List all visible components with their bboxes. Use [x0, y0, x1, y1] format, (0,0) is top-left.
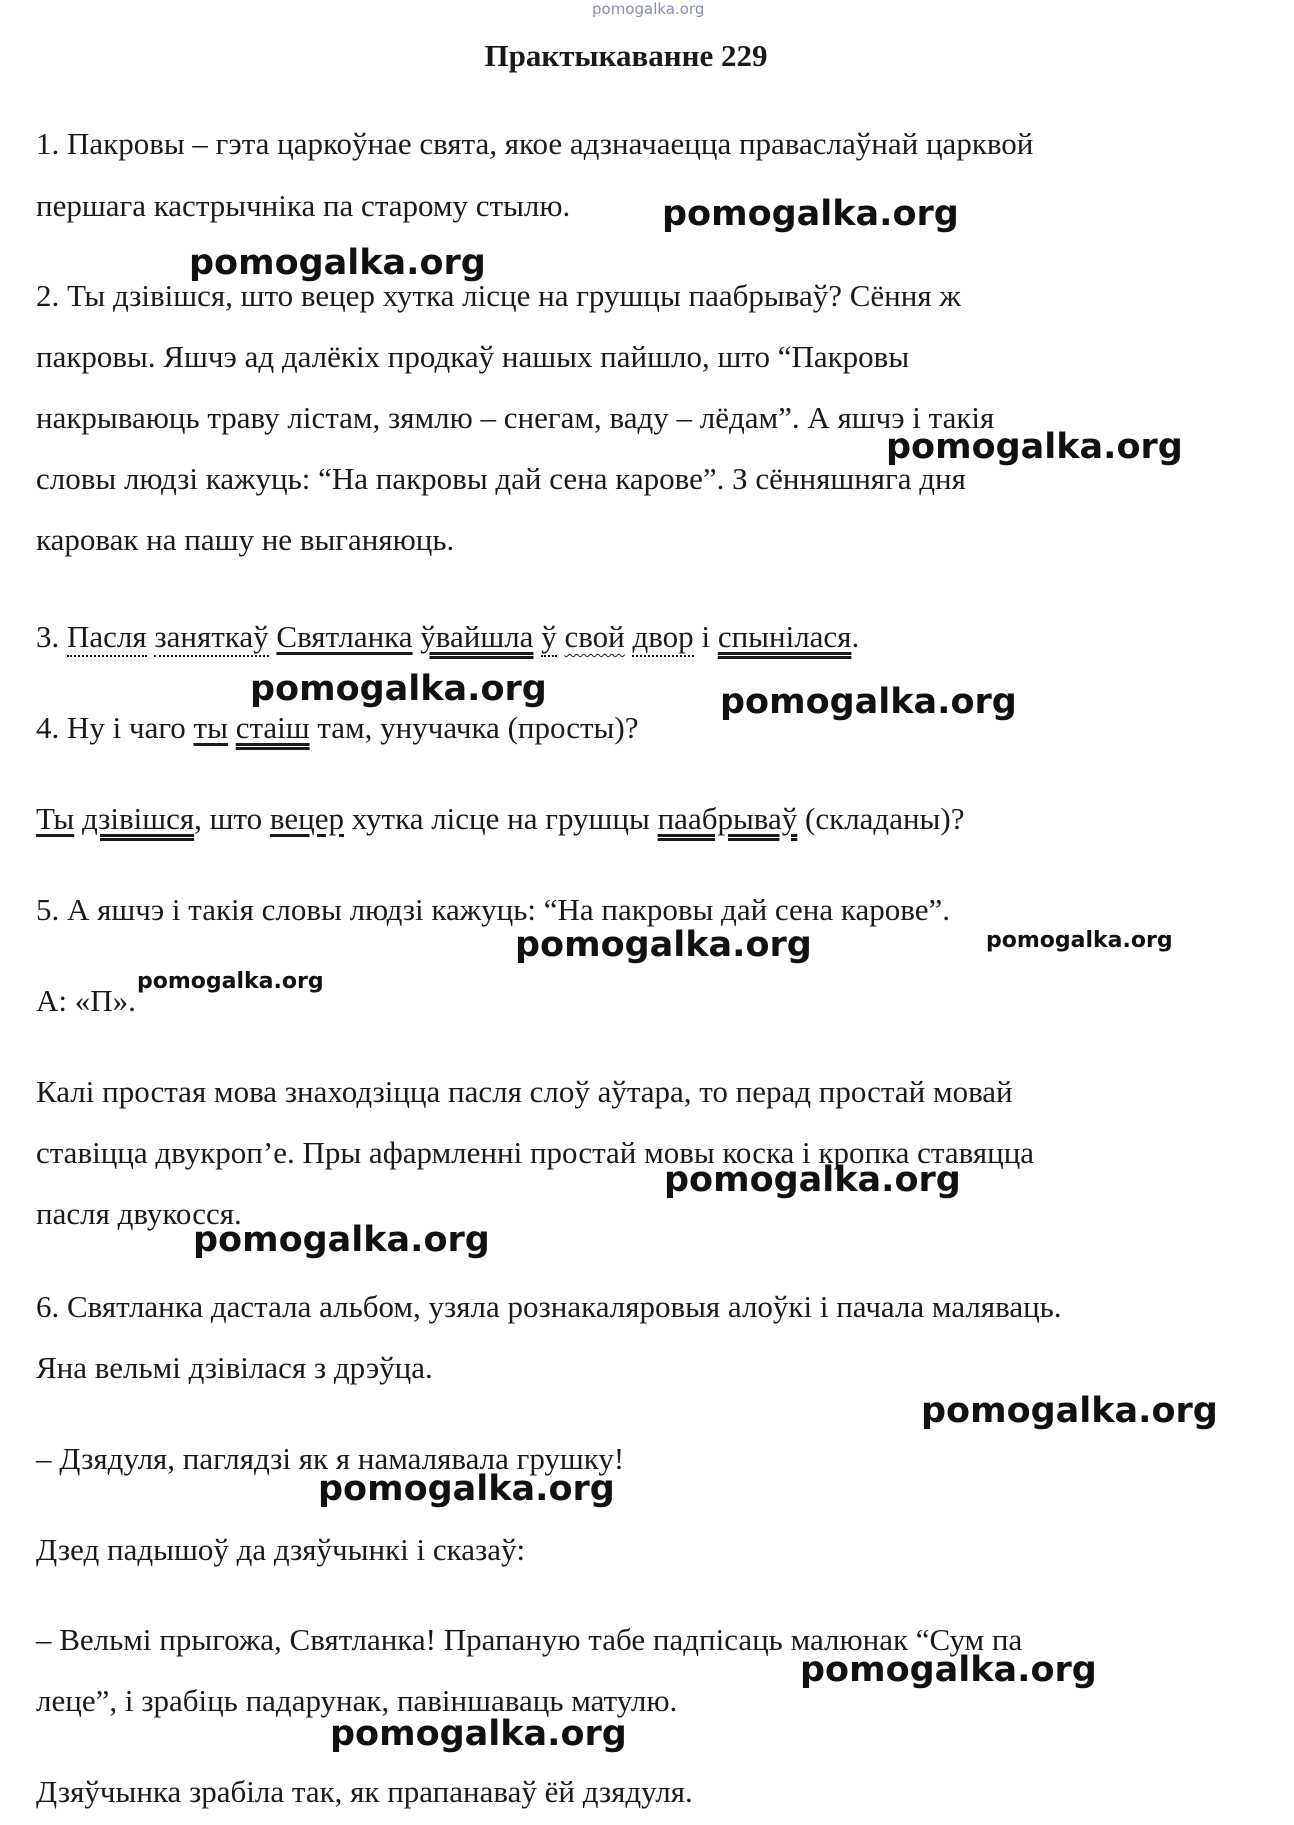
text-line: А: «П». — [36, 983, 136, 1018]
word-subject: ты — [193, 710, 228, 745]
text-line: 6. Святланка дастала альбом, узяла рознакаляровыя алоўкі і пачала маляваць. — [36, 1289, 1062, 1324]
sentence-parsed — [36, 712, 638, 743]
text-fragment: , што — [194, 801, 263, 836]
text-line: Дзед падышоў да дзяўчынкі і сказаў: — [36, 1532, 526, 1567]
punctuation: . — [851, 619, 860, 654]
text-fragment: там, унучачка (просты)? — [317, 710, 639, 745]
text-line: каровак на пашу не выганяюць. — [36, 522, 455, 557]
text-line: 1. Пакровы – гэта царкоўнае свята, якое адзначаецца праваслаўнай царквой — [36, 126, 1034, 161]
word-predicate: стаіш — [235, 710, 310, 745]
text-line: леце”, і зрабіць падарунак, павіншаваць матулю. — [36, 1683, 678, 1718]
watermark: pomogalka.org — [800, 1650, 1097, 1690]
watermark: pomogalka.org — [189, 243, 486, 283]
watermark: pomogalka.org — [250, 669, 547, 709]
text-line: накрываюць траву лістам, зямлю – снегам, ваду – лёдам”. А яшчэ і такія — [36, 400, 995, 435]
page-title: Практыкаванне 229 — [484, 38, 768, 73]
word-circumstance: ў — [541, 619, 557, 657]
word-predicate: дзівішся — [81, 801, 195, 836]
text-line: першага кастрычніка па старому стылю. — [36, 188, 571, 223]
text-line: 5. А яшчэ і такія словы людзі кажуць: “На пакровы дай сена карове”. — [36, 892, 950, 927]
watermark: pomogalka.org — [330, 1714, 627, 1754]
text-line: 2. Ты дзівішся, што вецер хутка лісце на грушцы паабрываў? Сёння ж — [36, 278, 961, 313]
watermark: pomogalka.org — [515, 925, 812, 965]
text-fragment: 4. Ну і чаго — [36, 710, 186, 745]
text-line: словы людзі кажуць: “На пакровы дай сена карове”. З сённяшняга дня — [36, 461, 966, 496]
item-number: 3. — [36, 619, 60, 654]
text-fragment: (складаны)? — [805, 801, 965, 836]
word-conjunction: і — [701, 619, 711, 654]
watermark: pomogalka.org — [921, 1391, 1218, 1431]
word-circumstance: заняткаў — [154, 619, 268, 657]
watermark: pomogalka.org — [886, 427, 1183, 467]
word-predicate: спынілася — [717, 619, 852, 654]
text-line: – Вельмі прыгожа, Святланка! Прапаную табе падпісаць малюнак “Сум па — [36, 1622, 1023, 1657]
word-attribute: свой — [564, 619, 625, 654]
text-line: – Дзядуля, паглядзі як я намалявала грушку! — [36, 1441, 625, 1476]
text-line: пакровы. Яшчэ ад далёкіх продкаў нашых пайшло, што “Пакровы — [36, 339, 910, 374]
text-fragment: хутка лісце на грушцы — [351, 801, 650, 836]
watermark: pomogalka.org — [664, 1160, 961, 1200]
watermark: pomogalka.org — [986, 928, 1173, 953]
watermark-top: pomogalka.org — [592, 0, 705, 18]
word-subject: Ты — [36, 801, 75, 836]
text-line: Калі простая мова знаходзіцца пасля слоў аўтара, то перад простай мовай — [36, 1074, 1013, 1109]
text-line: пасля двукосся. — [36, 1196, 242, 1231]
word-predicate: ўвайшла — [420, 619, 534, 654]
text-line: Дзяўчынка зрабіла так, як прапанаваў ёй дзядуля. — [36, 1774, 693, 1809]
word-circumstance: Пасля — [67, 619, 147, 657]
watermark: pomogalka.org — [193, 1220, 490, 1260]
watermark: pomogalka.org — [318, 1469, 615, 1509]
watermark: pomogalka.org — [662, 194, 959, 234]
word-circumstance: двор — [632, 619, 693, 657]
word-subject: Святланка — [276, 619, 413, 654]
text-line: Яна вельмі дзівілася з дрэўца. — [36, 1350, 433, 1385]
sentence-parsed — [36, 803, 964, 834]
sentence-parsed — [36, 621, 859, 652]
text-line: ставіцца двукроп’е. Пры афармленні простай мовы коска і кропка ставяцца — [36, 1135, 1035, 1170]
word-subject: вецер — [269, 801, 344, 836]
word-predicate: паабрываў — [657, 801, 798, 836]
watermark: pomogalka.org — [137, 969, 324, 994]
watermark: pomogalka.org — [720, 682, 1017, 722]
